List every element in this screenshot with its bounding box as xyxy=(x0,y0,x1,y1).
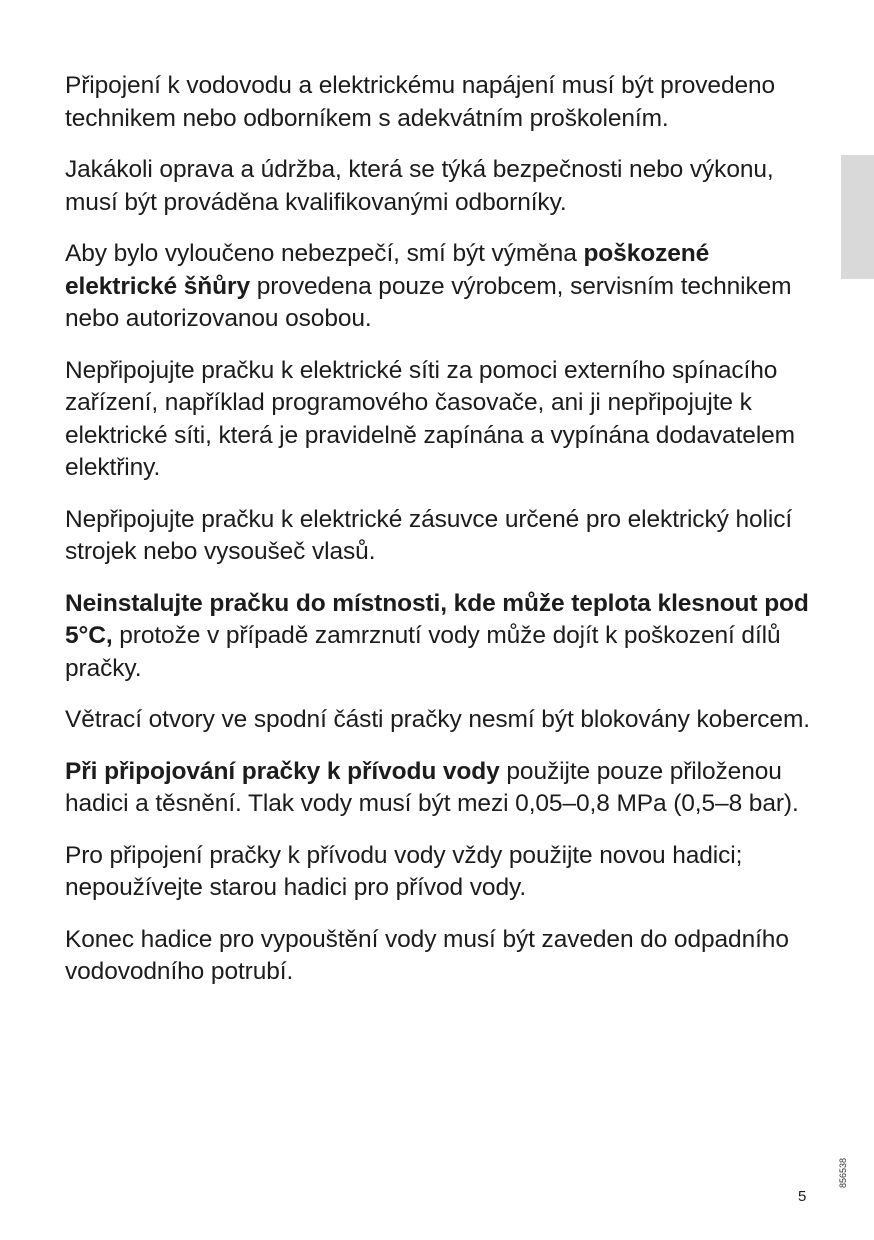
paragraph xyxy=(65,756,825,821)
paragraph-text: Větrací otvory ve spodní části pračky nesmí být blokovány kobercem. xyxy=(65,706,810,733)
paragraph xyxy=(65,355,825,485)
paragraph xyxy=(65,70,825,135)
page-number: 5 xyxy=(798,1188,807,1205)
paragraph-text: použijte pouze přiloženou hadici a těsnění. Tlak vody musí být mezi 0,05–0,8 MPa (0,5–8 bar). xyxy=(65,757,799,817)
paragraph-emphasis: poškozené elektrické šňůry xyxy=(65,240,710,300)
paragraph-emphasis: Při připojování pračky k přívodu vody xyxy=(65,757,500,785)
document-code: 856538 xyxy=(838,1157,849,1189)
paragraph-text: Nepřipojujte pračku k elektrické síti za pomoci externího spínacího zařízení, například programového časovače, ani ji nepřipojujte k elektrické síti, která je pravidelně zapínána a vypínána dodavatelem elektřiny. xyxy=(65,356,795,481)
paragraph xyxy=(65,924,825,989)
paragraph-text: Konec hadice pro vypouštění vody musí být zaveden do odpadního vodovodního potrubí. xyxy=(65,925,789,985)
paragraph xyxy=(65,588,825,686)
paragraph-emphasis: Neinstalujte pračku do místnosti, kde může teplota klesnout pod 5°C, xyxy=(65,589,809,649)
section-side-tab xyxy=(841,155,874,279)
paragraph-text: Aby bylo vyloučeno nebezpečí, smí být výměna xyxy=(65,240,584,267)
paragraph-text: protože v případě zamrznutí vody může dojít k poškození dílů pračky. xyxy=(65,622,781,682)
document-body xyxy=(65,70,825,1008)
paragraph xyxy=(65,504,825,569)
paragraph-text: Připojení k vodovodu a elektrickému napájení musí být provedeno technikem nebo odborníkem s adekvátním proškolením. xyxy=(65,72,776,132)
paragraph-text: Nepřipojujte pračku k elektrické zásuvce určené pro elektrický holicí strojek nebo vysoušeč vlasů. xyxy=(65,505,793,565)
paragraph-text: Jakákoli oprava a údržba, která se týká bezpečnosti nebo výkonu, musí být prováděna kvalifikovanými odborníky. xyxy=(65,156,774,216)
paragraph xyxy=(65,238,825,336)
paragraph-text: provedena pouze výrobcem, servisním technikem nebo autorizovanou osobou. xyxy=(65,272,792,332)
paragraph-text: Pro připojení pračky k přívodu vody vždy použijte novou hadici; nepoužívejte starou hadici pro přívod vody. xyxy=(65,841,743,901)
paragraph xyxy=(65,154,825,219)
paragraph xyxy=(65,704,825,737)
paragraph xyxy=(65,840,825,905)
